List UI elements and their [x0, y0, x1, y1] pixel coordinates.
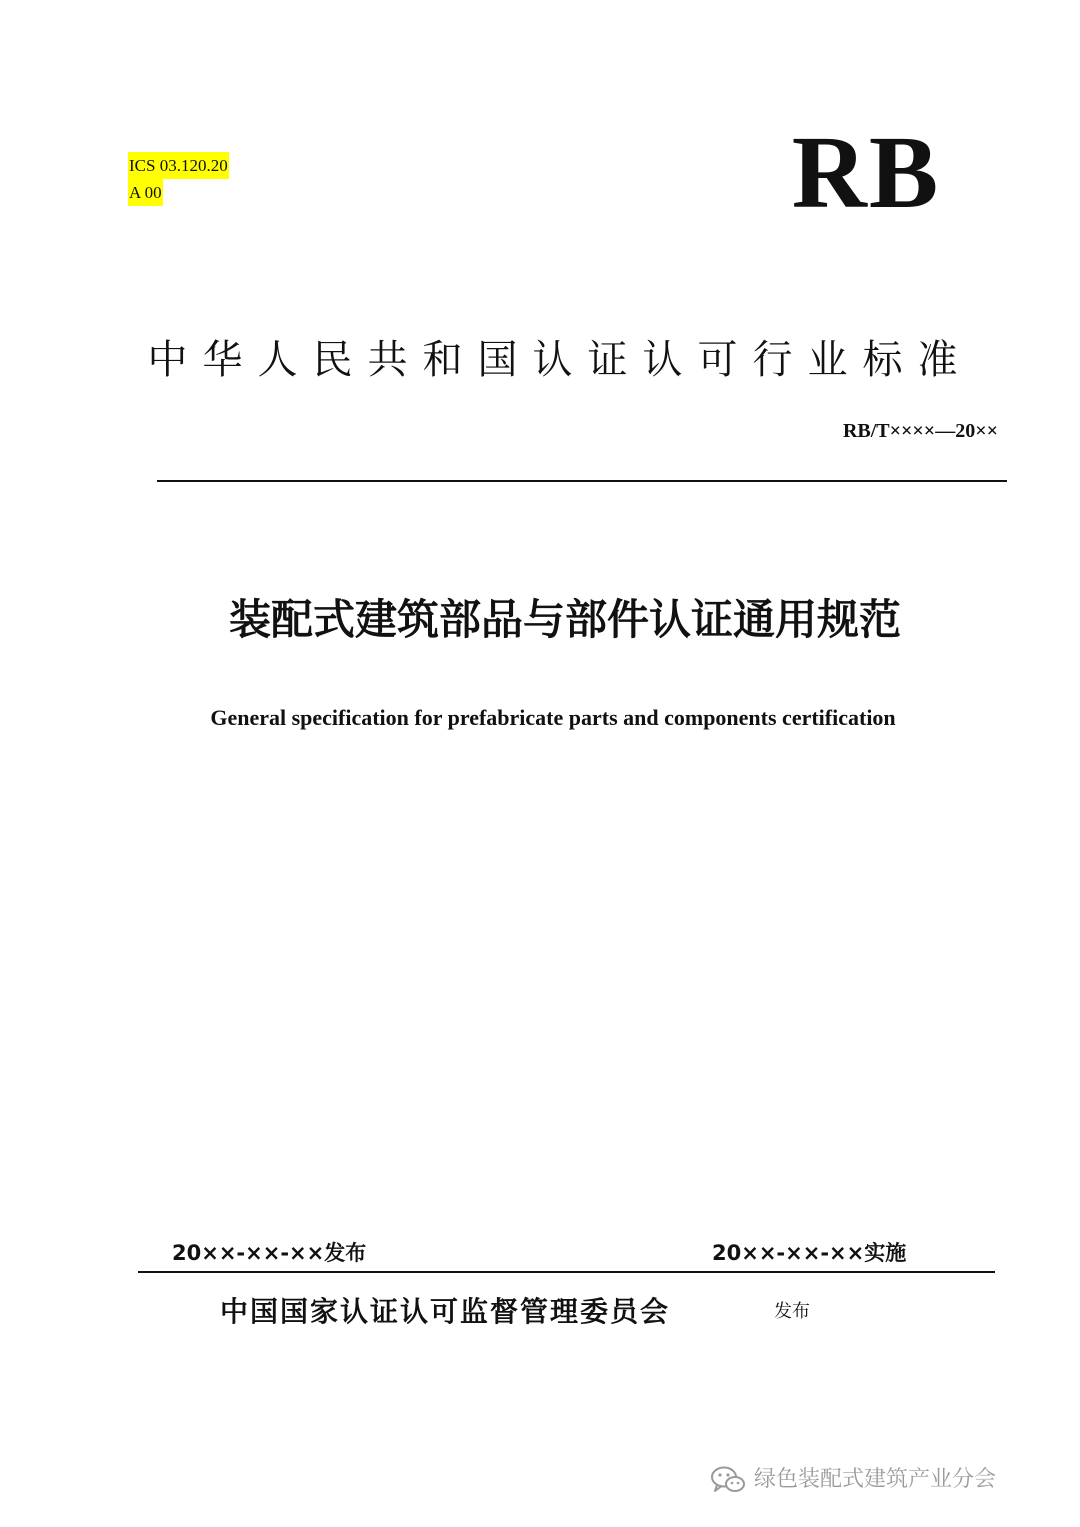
- bottom-divider: [138, 1271, 995, 1273]
- watermark: [710, 1462, 996, 1498]
- standard-number: RB/T××××—20××: [842, 420, 998, 442]
- wechat-icon: [710, 1465, 746, 1495]
- top-divider: [157, 480, 1007, 482]
- ccs-code: A 00: [128, 179, 163, 206]
- document-title-chinese: 装配式建筑部品与部件认证通用规范: [228, 595, 901, 644]
- watermark-text: 绿色装配式建筑产业分会: [754, 1467, 997, 1492]
- document-title-english: General specification for prefabricate parts and components certification: [210, 705, 896, 730]
- ics-code: ICS 03.120.20: [128, 152, 229, 179]
- classification-codes: [128, 152, 229, 206]
- standard-type: 中华人民共和国认证认可行业标准: [147, 337, 973, 383]
- implementation-date: 20××-××-××实施: [712, 1241, 907, 1265]
- issuing-authority: 中国国家认证认可监督管理委员会: [220, 1295, 671, 1328]
- issuing-action: 发布: [774, 1301, 810, 1322]
- rb-logo: RB: [791, 115, 941, 230]
- issue-date: 20××-××-××发布: [172, 1241, 367, 1265]
